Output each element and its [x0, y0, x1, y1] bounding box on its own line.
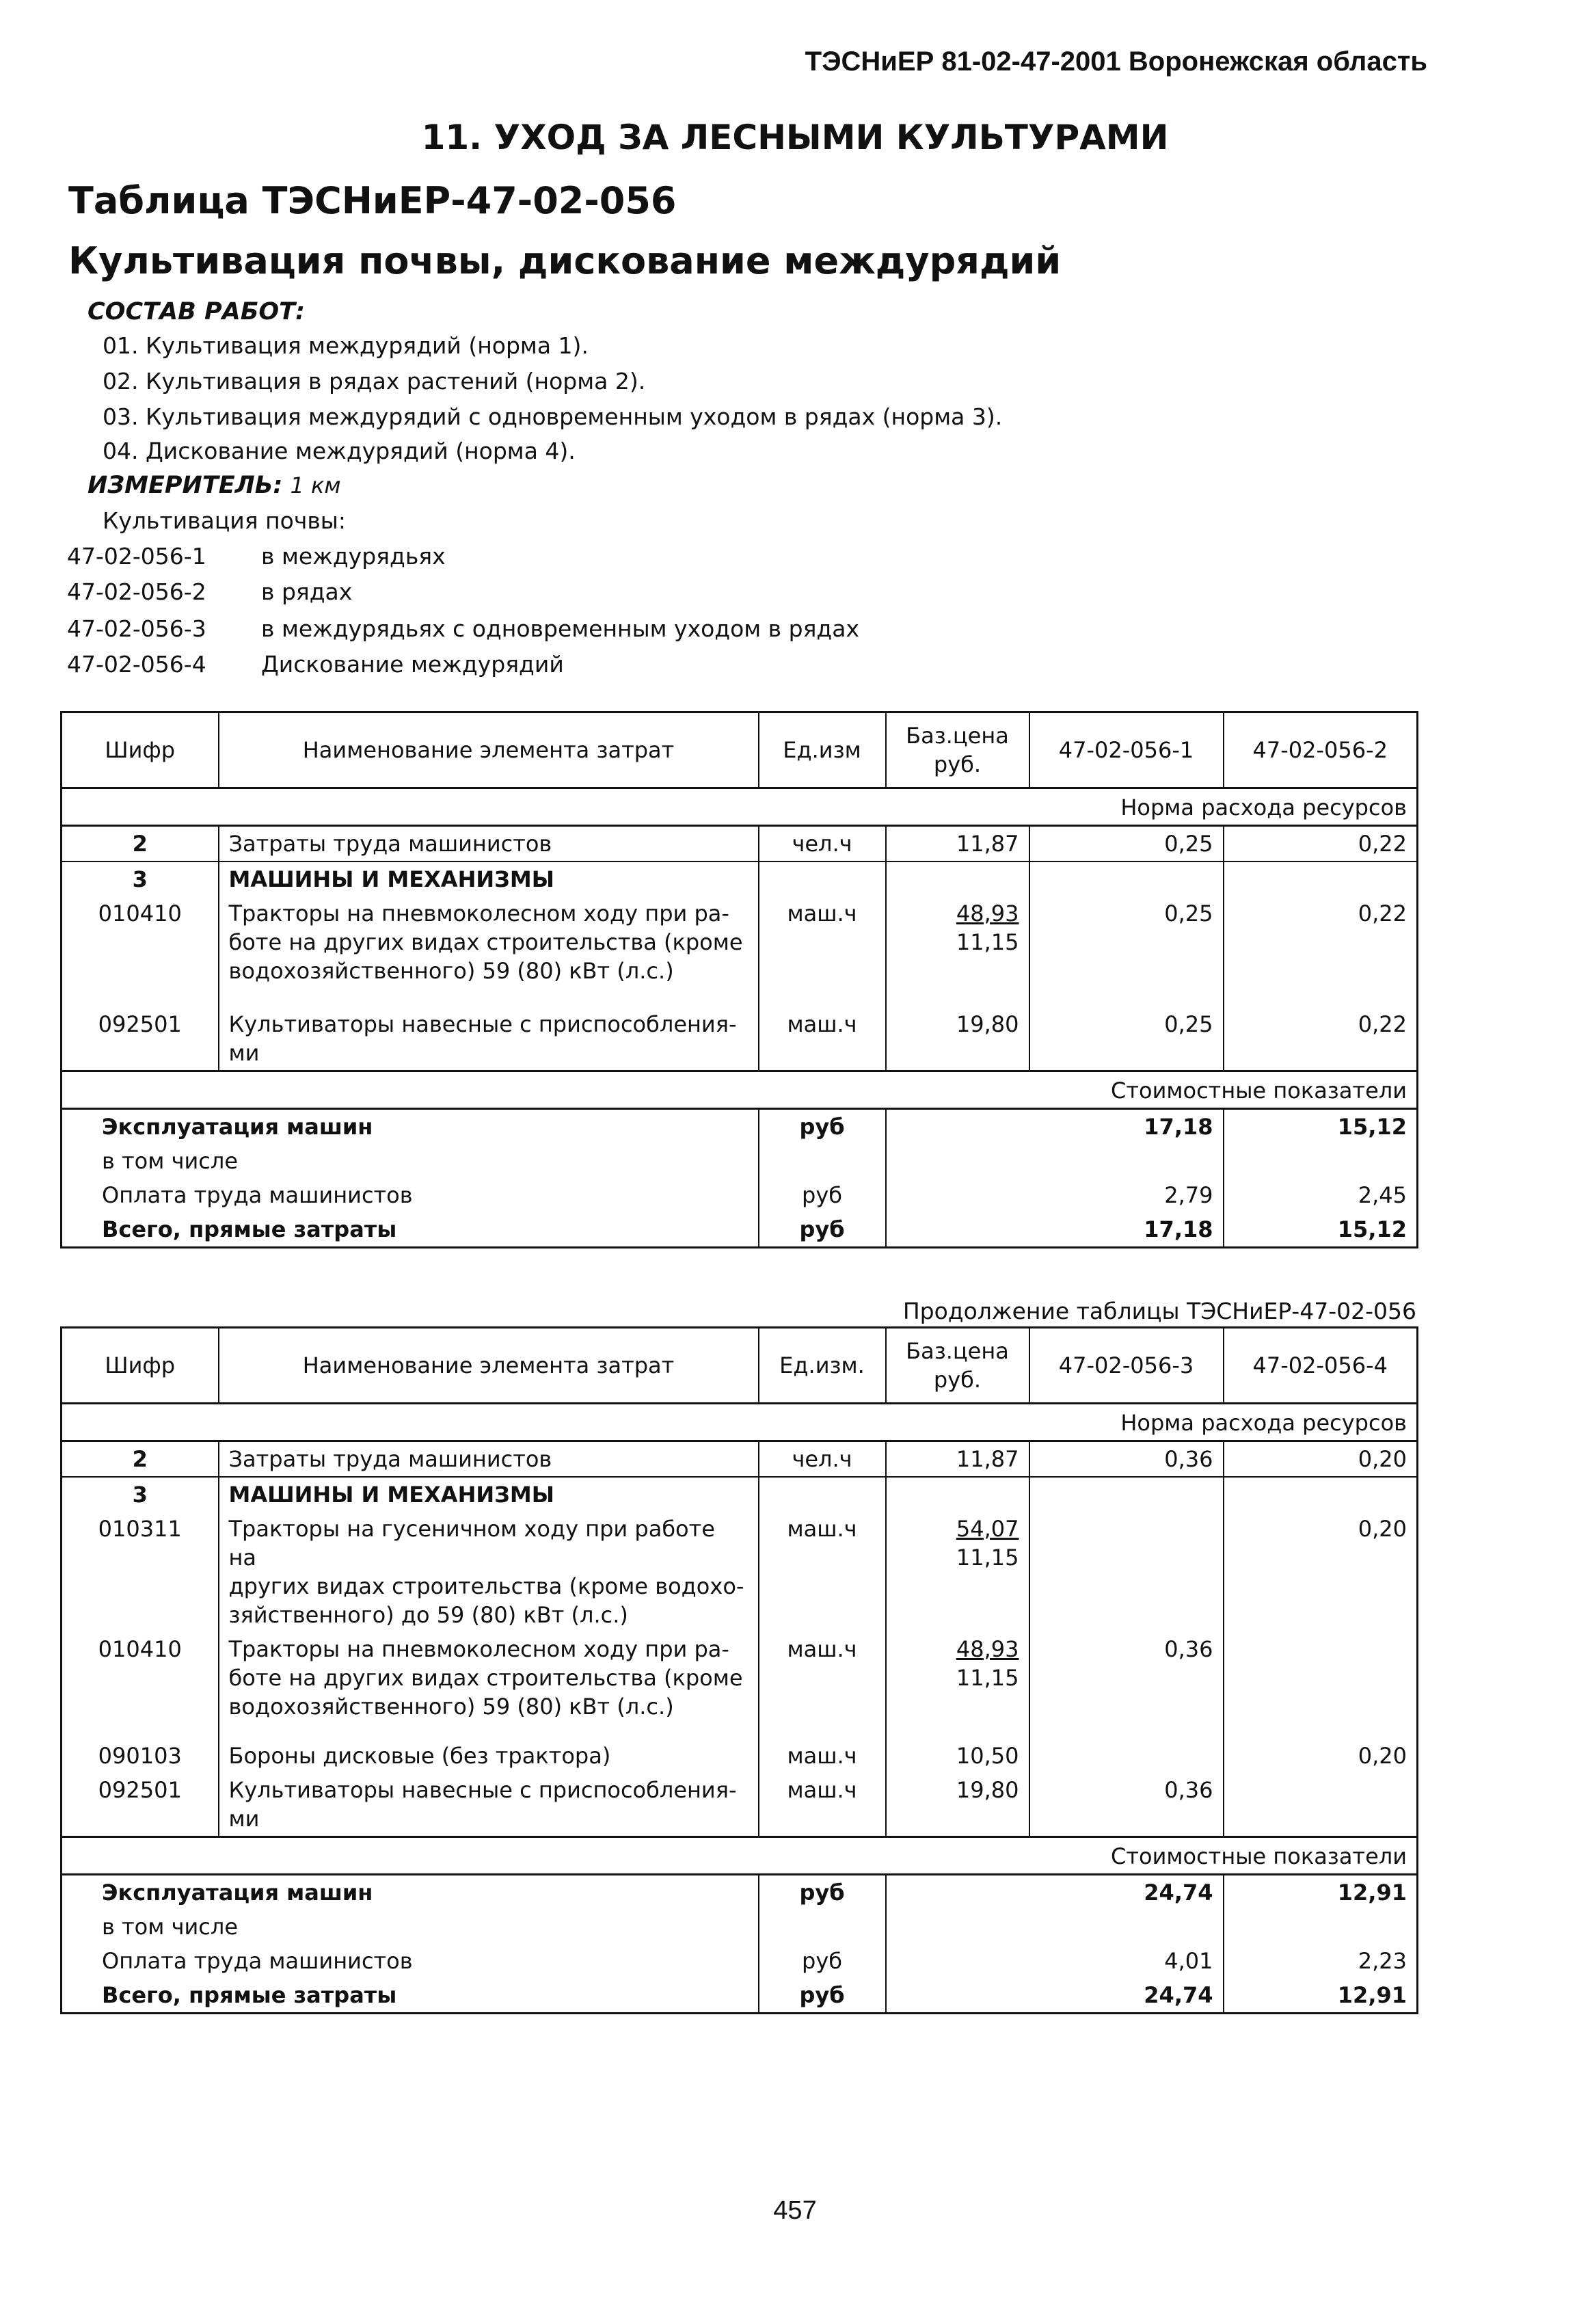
table-subtitle: Культивация почвы, дискование междурядий	[68, 239, 1062, 282]
oplata-value-1: 2,79	[1164, 1182, 1213, 1208]
norma-label: Норма расхода ресурсов	[62, 788, 1418, 826]
norm-code: 47-02-056-2	[67, 578, 206, 605]
table-row	[62, 1773, 1418, 1837]
total-value-1: 17,18	[1144, 1216, 1213, 1242]
norm-code: 47-02-056-3	[67, 615, 206, 642]
total-value-2: 15,12	[1224, 1212, 1418, 1248]
row-value-1	[1029, 1739, 1224, 1773]
row-unit: маш.ч	[759, 1773, 886, 1837]
work-item: 04. Дискование междурядий (норма 4).	[103, 438, 576, 464]
oplata-label: Оплата труда машинистов	[102, 1948, 413, 1974]
row-value-2	[1224, 1773, 1418, 1837]
row-unit: маш.ч	[759, 1007, 886, 1071]
total-unit: руб	[759, 1978, 886, 2014]
row-name: Затраты труда машинистов	[219, 1441, 759, 1478]
summary-row	[62, 1144, 1418, 1178]
table-row	[62, 826, 1418, 862]
row-unit: маш.ч	[759, 1512, 886, 1632]
header-price: Баз.цена руб.	[886, 712, 1029, 788]
header-unit: Ед.изм.	[759, 1328, 886, 1404]
header-name: Наименование элемента затрат	[219, 712, 759, 788]
resource-table-2	[60, 1326, 1418, 2014]
norm-desc: в междурядьях с одновременным уходом в рядах	[261, 615, 859, 642]
oplata-value-1: 4,01	[1164, 1948, 1213, 1974]
row-unit: чел.ч	[759, 826, 886, 862]
row-name: Культиваторы навесные с приспособления- ми	[219, 1007, 759, 1071]
summary-row	[62, 1910, 1418, 1944]
expl-value-2: 15,12	[1224, 1109, 1418, 1145]
summary-row	[62, 1212, 1418, 1248]
header-shifr: Шифр	[62, 1328, 219, 1404]
expl-value-1: 24,74	[1144, 1880, 1213, 1906]
expl-value-1: 17,18	[1144, 1114, 1213, 1140]
work-item: 02. Культивация в рядах растений (норма 2).	[103, 368, 646, 395]
continuation-label: Продолжение таблицы ТЭСНиЕР-47-02-056	[902, 1298, 1416, 1324]
machines-label: МАШИНЫ И МЕХАНИЗМЫ	[219, 862, 759, 896]
running-header: ТЭСНиЕР 81-02-47-2001 Воронежская область	[805, 46, 1427, 77]
table-row	[62, 1632, 1418, 1724]
row-unit: маш.ч	[759, 1739, 886, 1773]
work-item: 03. Культивация междурядий с одновременным уходом в рядах (норма 3).	[103, 403, 1003, 430]
row-code: 092501	[98, 1011, 182, 1037]
row-code: 090103	[98, 1743, 182, 1769]
total-value-2: 12,91	[1224, 1978, 1418, 2014]
row-value-1: 0,25	[1029, 896, 1224, 988]
row-value-1: 0,25	[1029, 1007, 1224, 1071]
table-row	[62, 896, 1418, 988]
total-value-1: 24,74	[1144, 1982, 1213, 2008]
norm-desc: в рядах	[261, 578, 353, 605]
row-value-1	[1029, 1512, 1224, 1632]
cost-label: Стоимостные показатели	[62, 1837, 1418, 1875]
row-value-1: 0,25	[1029, 826, 1224, 862]
cost-label: Стоимостные показатели	[62, 1071, 1418, 1109]
header-col1: 47-02-056-1	[1029, 712, 1224, 788]
row-code: 092501	[98, 1777, 182, 1803]
row-name: Тракторы на гусеничном ходу при работе на других видах строительства (кроме водохо- зяйственного) до 59 (80) кВт (л.с.)	[219, 1512, 759, 1632]
work-item: 01. Культивация междурядий (норма 1).	[103, 332, 589, 359]
oplata-value-2: 2,23	[1224, 1944, 1418, 1978]
norm-code: 47-02-056-1	[67, 543, 206, 570]
machines-label: МАШИНЫ И МЕХАНИЗМЫ	[219, 1477, 759, 1512]
summary-row	[62, 1109, 1418, 1145]
row-code: 2	[62, 1441, 219, 1478]
row-price: 48,93 11,15	[886, 1632, 1029, 1724]
row-price: 11,87	[886, 826, 1029, 862]
header-col1: 47-02-056-3	[1029, 1328, 1224, 1404]
total-label: Всего, прямые затраты	[102, 1216, 397, 1242]
row-code: 010311	[98, 1516, 182, 1542]
izmeritel-label: ИЗМЕРИТЕЛЬ:	[87, 472, 283, 499]
expl-unit: руб	[759, 1875, 886, 1910]
summary-row	[62, 1875, 1418, 1910]
row-unit: маш.ч	[759, 896, 886, 988]
v-tom-chisle: в том числе	[102, 1148, 238, 1174]
header-price: Баз.цена руб.	[886, 1328, 1029, 1404]
oplata-label: Оплата труда машинистов	[102, 1182, 413, 1208]
izmeritel-value: 1 км	[290, 472, 341, 498]
table-row	[62, 862, 1418, 896]
row-price: 54,07 11,15	[886, 1512, 1029, 1632]
table-row	[62, 1441, 1418, 1478]
table-row	[62, 1739, 1418, 1773]
row-name: Тракторы на пневмоколесном ходу при ра- боте на других видах строительства (кроме водохозяйственного) 59 (80) кВт (л.с.)	[219, 1632, 759, 1724]
header-unit: Ед.изм	[759, 712, 886, 788]
row-value-2: 0,22	[1224, 896, 1418, 988]
row-price: 11,87	[886, 1441, 1029, 1478]
row-name: Тракторы на пневмоколесном ходу при ра- боте на других видах строительства (кроме водохозяйственного) 59 (80) кВт (л.с.)	[219, 896, 759, 988]
row-value-2: 0,22	[1224, 826, 1418, 862]
norma-label: Норма расхода ресурсов	[62, 1404, 1418, 1441]
row-name: Культиваторы навесные с приспособления- ми	[219, 1773, 759, 1837]
row-price: 19,80	[886, 1773, 1029, 1837]
norm-code: 47-02-056-4	[67, 651, 206, 678]
expl-unit: руб	[759, 1109, 886, 1145]
row-unit: чел.ч	[759, 1441, 886, 1478]
section-title: 11. УХОД ЗА ЛЕСНЫМИ КУЛЬТУРАМИ	[421, 118, 1169, 157]
kultivacia-label: Культивация почвы:	[103, 507, 346, 534]
izmeritel	[87, 472, 341, 499]
page-number: 457	[773, 2196, 817, 2225]
expl-label: Эксплуатация машин	[102, 1114, 373, 1140]
table-row	[62, 1512, 1418, 1632]
resource-table-1	[60, 711, 1418, 1248]
summary-row	[62, 1978, 1418, 2014]
summary-row	[62, 1944, 1418, 1978]
row-value-1: 0,36	[1029, 1441, 1224, 1478]
table-row	[62, 1007, 1418, 1071]
summary-row	[62, 1178, 1418, 1212]
oplata-value-2: 2,45	[1224, 1178, 1418, 1212]
header-name: Наименование элемента затрат	[219, 1328, 759, 1404]
row-code: 010410	[98, 1636, 182, 1662]
header-col2: 47-02-056-4	[1224, 1328, 1418, 1404]
row-price: 48,93 11,15	[886, 896, 1029, 988]
row-unit: маш.ч	[759, 1632, 886, 1724]
table-row	[62, 1477, 1418, 1512]
norm-desc: в междурядьях	[261, 543, 446, 570]
header-col2: 47-02-056-2	[1224, 712, 1418, 788]
sostav-label: СОСТАВ РАБОТ:	[87, 298, 305, 325]
row-value-2: 0,22	[1224, 1007, 1418, 1071]
row-value-2: 0,20	[1224, 1512, 1418, 1632]
oplata-unit: руб	[759, 1178, 886, 1212]
total-label: Всего, прямые затраты	[102, 1982, 397, 2008]
expl-value-2: 12,91	[1224, 1875, 1418, 1910]
header-shifr: Шифр	[62, 712, 219, 788]
expl-label: Эксплуатация машин	[102, 1880, 373, 1906]
row-price: 19,80	[886, 1007, 1029, 1071]
row-value-1: 0,36	[1029, 1632, 1224, 1724]
row-code: 3	[132, 1482, 148, 1508]
row-value-1: 0,36	[1029, 1773, 1224, 1837]
row-name: Бороны дисковые (без трактора)	[219, 1739, 759, 1773]
row-code: 2	[62, 826, 219, 862]
row-name: Затраты труда машинистов	[219, 826, 759, 862]
row-code: 010410	[98, 900, 182, 926]
total-unit: руб	[759, 1212, 886, 1248]
table-title: Таблица ТЭСНиЕР-47-02-056	[68, 179, 677, 222]
oplata-unit: руб	[759, 1944, 886, 1978]
row-price: 10,50	[886, 1739, 1029, 1773]
norm-desc: Дискование междурядий	[261, 651, 564, 678]
row-value-2	[1224, 1632, 1418, 1724]
row-value-2: 0,20	[1224, 1441, 1418, 1478]
v-tom-chisle: в том числе	[102, 1914, 238, 1940]
row-value-2: 0,20	[1224, 1739, 1418, 1773]
row-code: 3	[132, 866, 148, 892]
